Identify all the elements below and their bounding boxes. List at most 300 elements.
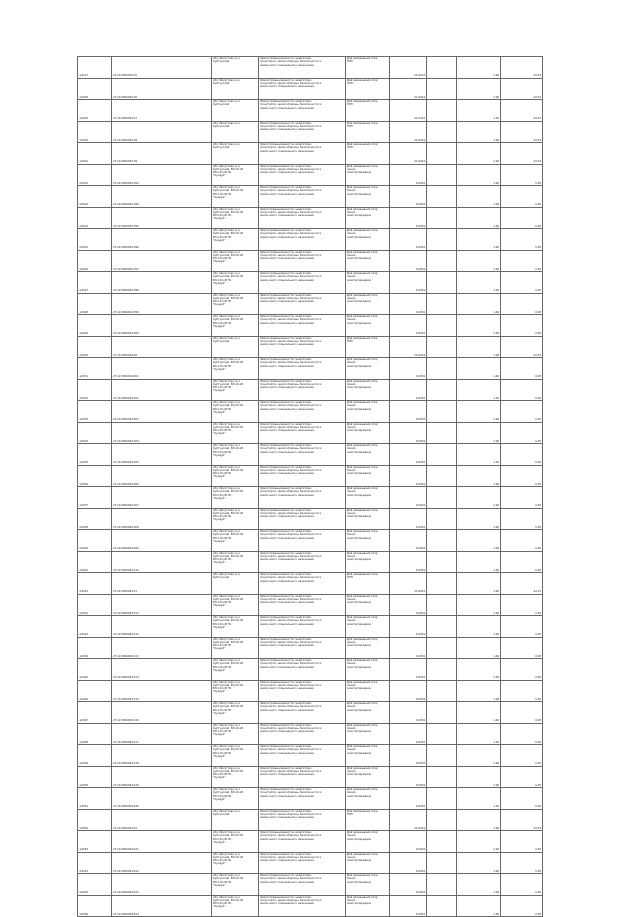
- area-value-text: 0,0054: [415, 740, 425, 744]
- empty-cell: [427, 530, 457, 552]
- cadastral-number-text: 27:22:0000004:406: [113, 482, 139, 486]
- empty-cell: [427, 659, 457, 681]
- land-category-text: Земли промышленности, энергетики, транспорта, земли обороны, безопасности и земли иного специального назначения: [260, 444, 322, 454]
- land-category: [259, 336, 346, 358]
- cadastral-number-text: 27:22:0000004:411: [113, 611, 139, 615]
- row-number: [78, 143, 112, 165]
- area-value-text: 0,0054: [415, 912, 425, 916]
- permitted-use: [346, 530, 390, 552]
- coefficient-value-text: 1,00: [493, 676, 499, 680]
- address-text: обл. Иркутская, р-н Куйтунский: [213, 336, 240, 343]
- row-number: [78, 530, 112, 552]
- land-category: [259, 680, 346, 702]
- land-category-text: Земли промышленности, энергетики, транспорта, земли обороны, безопасности и земли иного специального назначения: [260, 164, 322, 175]
- row-number-text: ч/2046: [79, 697, 89, 701]
- coefficient-value: [457, 78, 501, 100]
- permitted-use-text: Для размещения опор линии электропередачи: [347, 895, 378, 906]
- address: [212, 57, 259, 79]
- total-value: [501, 659, 543, 681]
- permitted-use: [346, 831, 390, 853]
- row-number: [78, 680, 112, 702]
- address: [212, 573, 259, 595]
- total-value: [501, 379, 543, 401]
- area-value: [390, 530, 427, 552]
- address: [212, 723, 259, 745]
- land-category: [259, 143, 346, 165]
- empty-cell: [427, 186, 457, 208]
- area-value: [390, 121, 427, 143]
- land-category: [259, 121, 346, 143]
- total-value: [501, 551, 543, 573]
- permitted-use-text: Для размещения опор линии электропередачи: [347, 702, 378, 712]
- cadastral-number: [112, 831, 212, 853]
- address: [212, 680, 259, 702]
- coefficient-value: [457, 229, 501, 251]
- cadastral-number-text: 27:22:0000004:395: [113, 224, 139, 228]
- table-row: [78, 809, 543, 831]
- total-value-text: 0,05: [535, 461, 541, 465]
- address-text: обл. Иркутская, р-н Куйтунский, ВЛ-10 кВ ВЛ-110 кВ ПС "Кундуй": [213, 788, 243, 801]
- row-number-text: ч/2054: [79, 869, 89, 873]
- table-row: [78, 78, 543, 100]
- land-category-text: Земли промышленности, энергетики, транспорта, земли обороны, безопасности и земли иного специального назначения: [260, 809, 322, 820]
- area-value-text: 0,0054: [415, 332, 425, 336]
- row-number: [78, 164, 112, 186]
- cadastral-number: [112, 723, 212, 745]
- cadastral-number: [112, 229, 212, 251]
- cadastral-number-text: 27:22:0000004:408: [113, 525, 139, 529]
- cadastral-number-text: 27:22:0000004:36: [113, 95, 138, 99]
- address-text: обл. Иркутская, р-н Куйтунский, ВЛ-10 кВ ВЛ-110 кВ ПС "Кундуй": [213, 229, 243, 242]
- row-number: [78, 100, 112, 122]
- land-category: [259, 766, 346, 788]
- area-value-text: 0,0054: [415, 568, 425, 572]
- row-number-text: ч/2030: [79, 353, 89, 357]
- table-row: [78, 508, 543, 530]
- address: [212, 250, 259, 272]
- address-text: обл. Иркутская, р-н Куйтунский, ВЛ-10 кВ ВЛ-110 кВ ПС "Кундуй": [213, 186, 243, 199]
- total-value: [501, 702, 543, 724]
- area-value-text: 21,0024: [414, 138, 425, 142]
- area-value-text: 0,0054: [415, 418, 425, 422]
- area-value: [390, 164, 427, 186]
- cadastral-number: [112, 852, 212, 874]
- land-category-text: Земли промышленности, энергетики, транспорта, земли обороны, безопасности и земли иного специального назначения: [260, 831, 322, 841]
- total-value: [501, 465, 543, 487]
- total-value: [501, 530, 543, 552]
- area-value-text: 21,0024: [414, 95, 425, 99]
- cadastral-number: [112, 508, 212, 530]
- cadastral-number: [112, 250, 212, 272]
- coefficient-value: [457, 401, 501, 423]
- total-value: [501, 874, 543, 896]
- cadastral-number-text: 27:22:0000004:399: [113, 310, 139, 314]
- cadastral-number-text: 27:22:0000004:404: [113, 439, 139, 443]
- row-number-text: ч/2055: [79, 891, 89, 895]
- area-value: [390, 637, 427, 659]
- coefficient-value-text: 1,00: [493, 181, 499, 185]
- permitted-use-text: Для размещения опор ЛЭП: [347, 78, 378, 85]
- address-text: обл. Иркутская, р-н Куйтунский, ВЛ-10 кВ ВЛ-110 кВ ПС "Кундуй": [213, 508, 243, 522]
- total-value: [501, 788, 543, 810]
- row-number-text: ч/2040: [79, 568, 89, 572]
- coefficient-value-text: 1,00: [493, 504, 499, 508]
- row-number: [78, 272, 112, 294]
- address: [212, 487, 259, 509]
- land-category-text: Земли промышленности, энергетики, транспорта, земли обороны, безопасности и земли иного специального назначения: [260, 250, 322, 261]
- total-value: [501, 573, 543, 595]
- row-number-text: ч/2053: [79, 848, 89, 852]
- empty-cell: [427, 637, 457, 659]
- address: [212, 401, 259, 423]
- area-value: [390, 315, 427, 337]
- coefficient-value: [457, 379, 501, 401]
- area-value-text: 0,0054: [415, 633, 425, 637]
- total-value-text: 0,05: [535, 654, 541, 658]
- table-row: [78, 680, 543, 702]
- permitted-use: [346, 465, 390, 487]
- coefficient-value-text: 1,00: [493, 117, 499, 121]
- table-row: [78, 358, 543, 380]
- land-category-text: Земли промышленности, энергетики, транспорта, земли обороны, безопасности и земли иного специального назначения: [260, 186, 322, 196]
- row-number-text: ч/2019: [79, 117, 89, 121]
- total-value-text: 22,54: [533, 826, 541, 830]
- coefficient-value: [457, 444, 501, 466]
- land-category-text: Земли промышленности, энергетики, транспорта, земли обороны, безопасности и земли иного специального назначения: [260, 766, 322, 777]
- total-value-text: 0,05: [535, 891, 541, 895]
- area-value: [390, 680, 427, 702]
- cadastral-number-text: 27:22:0000004:40: [113, 353, 138, 357]
- address-text: обл. Иркутская, р-н Куйтунский, ВЛ-10 кВ ВЛ-110 кВ ПС "Кундуй": [213, 487, 243, 500]
- total-value: [501, 637, 543, 659]
- empty-cell: [427, 573, 457, 595]
- coefficient-value-text: 1,00: [493, 396, 499, 400]
- row-number: [78, 895, 112, 917]
- coefficient-value: [457, 766, 501, 788]
- address-text: обл. Иркутская, р-н Куйтунский, ВЛ-10 кВ ВЛ-110 кВ ПС "Кундуй": [213, 745, 243, 758]
- cadastral-number-text: 27:22:0000004:413: [113, 654, 139, 658]
- coefficient-value: [457, 702, 501, 724]
- permitted-use: [346, 164, 390, 186]
- cadastral-number: [112, 336, 212, 358]
- total-value: [501, 809, 543, 831]
- table-row: [78, 745, 543, 767]
- cadastral-number-text: 27:22:0000004:417: [113, 740, 139, 744]
- empty-cell: [427, 616, 457, 638]
- row-number: [78, 659, 112, 681]
- total-value: [501, 616, 543, 638]
- permitted-use-text: Для размещения опор ЛЭП: [347, 809, 378, 816]
- row-number: [78, 508, 112, 530]
- area-value: [390, 207, 427, 229]
- land-category: [259, 293, 346, 315]
- land-category: [259, 78, 346, 100]
- empty-cell: [427, 465, 457, 487]
- address-text: обл. Иркутская, р-н Куйтунский, ВЛ-10 кВ ВЛ-110 кВ ПС "Кундуй": [213, 659, 243, 672]
- table-row: [78, 594, 543, 616]
- permitted-use: [346, 680, 390, 702]
- coefficient-value: [457, 293, 501, 315]
- coefficient-value-text: 1,00: [493, 590, 499, 594]
- land-category: [259, 57, 346, 79]
- table-row: [78, 250, 543, 272]
- total-value-text: 0,05: [535, 568, 541, 572]
- permitted-use-text: Для размещения опор линии электропередачи: [347, 358, 378, 368]
- address: [212, 874, 259, 896]
- row-number-text: ч/2027: [79, 289, 89, 293]
- land-category: [259, 659, 346, 681]
- total-value-text: 22,54: [533, 353, 541, 357]
- address-text: обл. Иркутская, р-н Куйтунский: [213, 573, 240, 580]
- cadastral-number-text: 27:22:0000004:407: [113, 504, 139, 508]
- land-category: [259, 487, 346, 509]
- table-row: [78, 315, 543, 337]
- address-text: обл. Иркутская, р-н Куйтунский, ВЛ-10 кВ ВЛ-110 кВ ПС "Кундуй": [213, 422, 243, 436]
- coefficient-value-text: 1,00: [493, 310, 499, 314]
- permitted-use: [346, 401, 390, 423]
- cadastral-number-text: 27:22:0000004:42: [113, 826, 138, 830]
- row-number-text: ч/2035: [79, 461, 89, 465]
- total-value: [501, 100, 543, 122]
- land-category-text: Земли промышленности, энергетики, транспорта, земли обороны, безопасности и земли иного специального назначения: [260, 659, 322, 669]
- row-number: [78, 293, 112, 315]
- table-row: [78, 143, 543, 165]
- table-row: [78, 487, 543, 509]
- address-text: обл. Иркутская, р-н Куйтунский, ВЛ-10 кВ ВЛ-110 кВ ПС "Кундуй": [213, 315, 243, 328]
- empty-cell: [427, 594, 457, 616]
- row-number-text: ч/2045: [79, 676, 89, 680]
- row-number: [78, 207, 112, 229]
- land-category-text: Земли промышленности, энергетики, транспорта, земли обороны, безопасности и земли иного специального назначения: [260, 487, 322, 497]
- land-category-text: Земли промышленности, энергетики, транспорта, земли обороны, безопасности и земли иного специального назначения: [260, 336, 322, 347]
- total-value-text: 0,05: [535, 762, 541, 766]
- land-category: [259, 809, 346, 831]
- total-value-text: 0,05: [535, 912, 541, 916]
- cadastral-number-text: 27:22:0000004:396: [113, 246, 139, 250]
- row-number: [78, 616, 112, 638]
- coefficient-value-text: 1,00: [493, 805, 499, 809]
- coefficient-value: [457, 637, 501, 659]
- coefficient-value-text: 1,00: [493, 461, 499, 465]
- empty-cell: [427, 229, 457, 251]
- row-number-text: ч/2033: [79, 418, 89, 422]
- table-row: [78, 229, 543, 251]
- row-number: [78, 229, 112, 251]
- land-category-text: Земли промышленности, энергетики, транспорта, земли обороны, безопасности и земли иного специального назначения: [260, 895, 322, 906]
- permitted-use: [346, 723, 390, 745]
- area-value: [390, 874, 427, 896]
- total-value-text: 0,05: [535, 181, 541, 185]
- cadastral-number: [112, 207, 212, 229]
- coefficient-value: [457, 788, 501, 810]
- total-value: [501, 78, 543, 100]
- address-text: обл. Иркутская, р-н Куйтунский, ВЛ-10 кВ ВЛ-110 кВ ПС "Кундуй": [213, 895, 243, 909]
- coefficient-value: [457, 250, 501, 272]
- permitted-use: [346, 573, 390, 595]
- area-value: [390, 487, 427, 509]
- table-row: [78, 465, 543, 487]
- total-value-text: 0,05: [535, 267, 541, 271]
- coefficient-value-text: 1,00: [493, 891, 499, 895]
- total-value-text: 22,54: [533, 74, 541, 78]
- coefficient-value-text: 1,00: [493, 547, 499, 551]
- total-value-text: 0,05: [535, 805, 541, 809]
- table-row: [78, 637, 543, 659]
- coefficient-value: [457, 121, 501, 143]
- row-number: [78, 831, 112, 853]
- cadastral-number: [112, 293, 212, 315]
- total-value: [501, 745, 543, 767]
- area-value: [390, 57, 427, 79]
- cadastral-number: [112, 895, 212, 917]
- total-value: [501, 250, 543, 272]
- permitted-use: [346, 57, 390, 79]
- total-value-text: 0,05: [535, 482, 541, 486]
- address: [212, 164, 259, 186]
- table-row: [78, 852, 543, 874]
- row-number-text: ч/2020: [79, 138, 89, 142]
- area-value: [390, 444, 427, 466]
- area-value: [390, 250, 427, 272]
- cadastral-number: [112, 444, 212, 466]
- permitted-use: [346, 444, 390, 466]
- land-category: [259, 444, 346, 466]
- permitted-use: [346, 594, 390, 616]
- address: [212, 637, 259, 659]
- total-value: [501, 680, 543, 702]
- address: [212, 852, 259, 874]
- cadastral-number-text: 27:22:0000004:37: [113, 117, 138, 121]
- total-value: [501, 895, 543, 917]
- address-text: обл. Иркутская, р-н Куйтунский, ВЛ-10 кВ ВЛ-110 кВ ПС "Кундуй": [213, 831, 243, 844]
- coefficient-value: [457, 680, 501, 702]
- coefficient-value: [457, 100, 501, 122]
- address-text: обл. Иркутская, р-н Куйтунский, ВЛ-10 кВ ВЛ-110 кВ ПС "Кундуй": [213, 702, 243, 715]
- area-value-text: 0,0054: [415, 676, 425, 680]
- row-number: [78, 57, 112, 79]
- cadastral-number: [112, 401, 212, 423]
- cadastral-number-text: 27:22:0000004:402: [113, 396, 139, 400]
- row-number-text: ч/2051: [79, 805, 89, 809]
- area-value: [390, 852, 427, 874]
- total-value: [501, 831, 543, 853]
- address-text: обл. Иркутская, р-н Куйтунский: [213, 143, 240, 150]
- area-value-text: 0,0054: [415, 848, 425, 852]
- cadastral-number-text: 27:22:0000004:414: [113, 676, 139, 680]
- row-number: [78, 401, 112, 423]
- cadastral-number-text: 27:22:0000004:41: [113, 590, 138, 594]
- permitted-use-text: Для размещения опор линии электропередачи: [347, 594, 378, 605]
- permitted-use: [346, 487, 390, 509]
- coefficient-value-text: 1,00: [493, 267, 499, 271]
- land-category-text: Земли промышленности, энергетики, транспорта, земли обороны, безопасности и земли иного специального назначения: [260, 78, 322, 89]
- total-value-text: 0,05: [535, 310, 541, 314]
- cadastral-number: [112, 143, 212, 165]
- permitted-use: [346, 207, 390, 229]
- address-text: обл. Иркутская, р-н Куйтунский, ВЛ-10 кВ ВЛ-110 кВ ПС "Кундуй": [213, 272, 243, 285]
- area-value: [390, 422, 427, 444]
- cadastral-number: [112, 530, 212, 552]
- area-value: [390, 573, 427, 595]
- row-number: [78, 745, 112, 767]
- row-number-text: ч/2042: [79, 611, 89, 615]
- area-value: [390, 895, 427, 917]
- table-row: [78, 379, 543, 401]
- coefficient-value: [457, 315, 501, 337]
- table-row: [78, 573, 543, 595]
- land-category: [259, 422, 346, 444]
- empty-cell: [427, 723, 457, 745]
- total-value-text: 0,05: [535, 848, 541, 852]
- table-row: [78, 766, 543, 788]
- address: [212, 78, 259, 100]
- coefficient-value-text: 1,00: [493, 95, 499, 99]
- coefficient-value-text: 1,00: [493, 439, 499, 443]
- row-number-text: ч/2029: [79, 332, 89, 336]
- address-text: обл. Иркутская, р-н Куйтунский, ВЛ-10 кВ ВЛ-110 кВ ПС "Кундуй": [213, 465, 243, 479]
- coefficient-value: [457, 143, 501, 165]
- empty-cell: [427, 379, 457, 401]
- cadastral-number-text: 27:22:0000004:418: [113, 762, 139, 766]
- row-number: [78, 358, 112, 380]
- coefficient-value-text: 1,00: [493, 762, 499, 766]
- address: [212, 272, 259, 294]
- cadastral-number-text: 27:22:0000004:416: [113, 719, 139, 723]
- cadastral-number-text: 27:22:0000004:421: [113, 848, 139, 852]
- empty-cell: [427, 487, 457, 509]
- total-value-text: 0,05: [535, 676, 541, 680]
- cadastral-number: [112, 594, 212, 616]
- area-value: [390, 702, 427, 724]
- total-value: [501, 143, 543, 165]
- total-value: [501, 293, 543, 315]
- coefficient-value-text: 1,00: [493, 869, 499, 873]
- coefficient-value-text: 1,00: [493, 719, 499, 723]
- empty-cell: [427, 680, 457, 702]
- table-row: [78, 788, 543, 810]
- total-value-text: 22,54: [533, 590, 541, 594]
- land-category-text: Земли промышленности, энергетики, транспорта, земли обороны, безопасности и земли иного специального назначения: [260, 401, 322, 411]
- permitted-use: [346, 78, 390, 100]
- total-value-text: 22,54: [533, 117, 541, 121]
- empty-cell: [427, 809, 457, 831]
- area-value: [390, 788, 427, 810]
- coefficient-value: [457, 487, 501, 509]
- cadastral-number-text: 27:22:0000004:422: [113, 869, 139, 873]
- row-number: [78, 186, 112, 208]
- area-value-text: 0,0054: [415, 289, 425, 293]
- coefficient-value-text: 1,00: [493, 826, 499, 830]
- address: [212, 465, 259, 487]
- total-value-text: 0,05: [535, 697, 541, 701]
- cadastral-number: [112, 272, 212, 294]
- coefficient-value: [457, 551, 501, 573]
- permitted-use-text: Для размещения опор ЛЭП: [347, 121, 378, 128]
- cadastral-number-text: 27:22:0000004:405: [113, 461, 139, 465]
- row-number-text: ч/2034: [79, 439, 89, 443]
- address: [212, 358, 259, 380]
- permitted-use: [346, 379, 390, 401]
- address: [212, 659, 259, 681]
- permitted-use-text: Для размещения опор линии электропередачи: [347, 207, 378, 218]
- total-value: [501, 594, 543, 616]
- table-row: [78, 444, 543, 466]
- empty-cell: [427, 143, 457, 165]
- land-category: [259, 100, 346, 122]
- permitted-use-text: Для размещения опор линии электропередачи: [347, 788, 378, 798]
- cadastral-number-text: 27:22:0000004:397: [113, 267, 139, 271]
- permitted-use-text: Для размещения опор линии электропередачи: [347, 659, 378, 669]
